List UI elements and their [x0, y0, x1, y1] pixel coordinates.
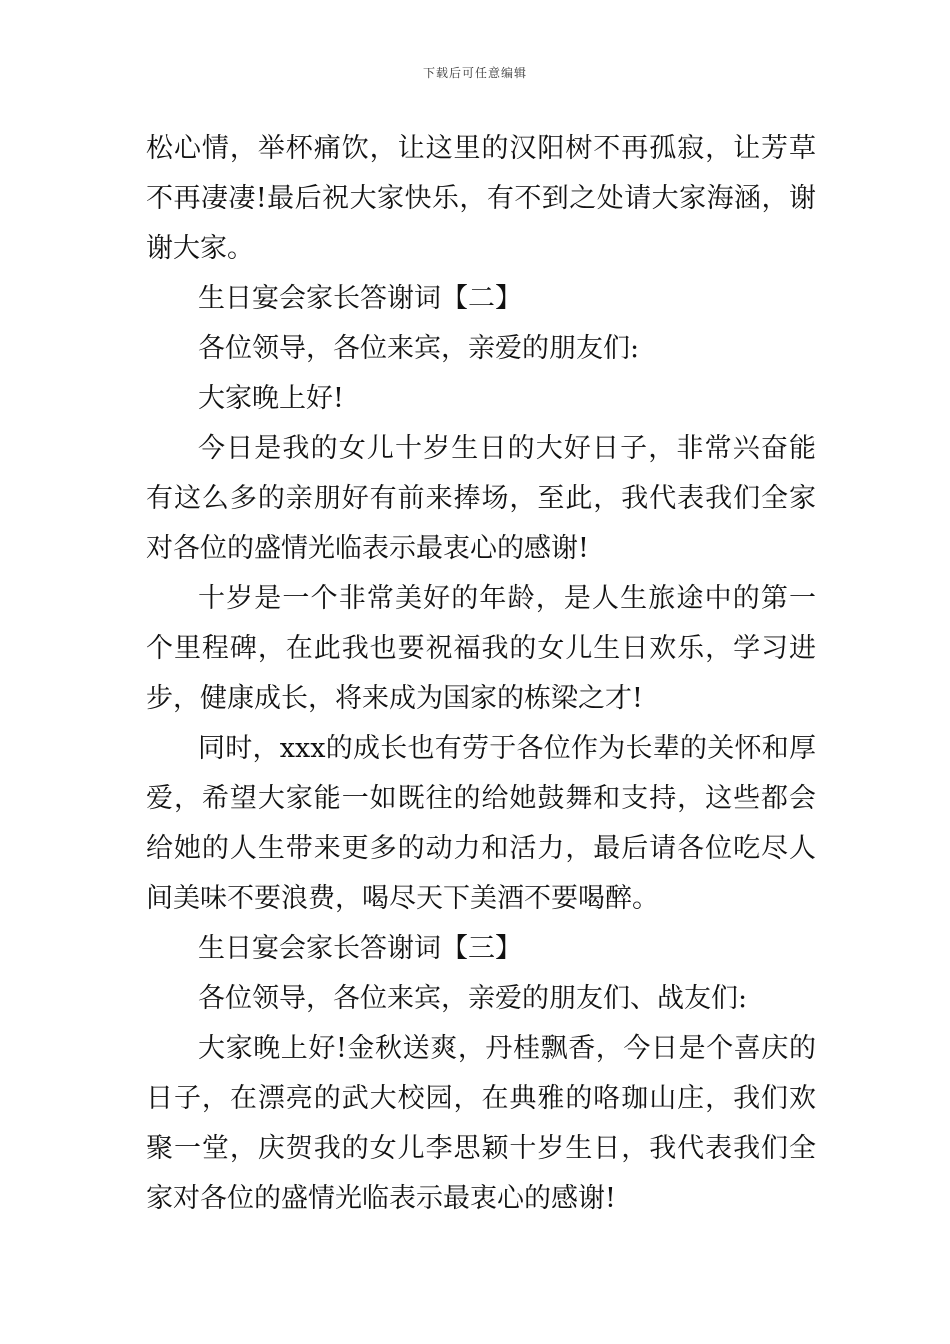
salutation: 各位领导，各位来宾，亲爱的朋友们、战友们: [198, 983, 748, 1014]
section-heading: 生日宴会家长答谢词【二】 [198, 283, 522, 314]
section-heading: 生日宴会家长答谢词【三】 [198, 933, 522, 964]
paragraph: 大家晚上好!金秋送爽，丹桂飘香，今日是个喜庆的日子，在漂亮的武大校园，在典雅的咯珈山庄，我们欢聚一堂，庆贺我的女儿李思颖十岁生日，我代表我们全家对各位的盛情光临表示最衷心的感谢! [146, 1033, 816, 1214]
paragraph: 今日是我的女儿十岁生日的大好日子，非常兴奋能有这么多的亲朋好有前来捧场，至此，我代表我们全家对各位的盛情光临表示最衷心的感谢! [146, 433, 816, 564]
document-body [146, 124, 816, 1224]
paragraph: 松心情，举杯痛饮，让这里的汉阳树不再孤寂，让芳草不再凄凄!最后祝大家快乐，有不到之处请大家海涵，谢谢大家。 [146, 133, 816, 264]
greeting: 大家晚上好! [198, 383, 344, 414]
salutation: 各位领导，各位来宾，亲爱的朋友们: [198, 333, 640, 364]
paragraph: 十岁是一个非常美好的年龄，是人生旅途中的第一个里程碑，在此我也要祝福我的女儿生日欢乐，学习进步，健康成长，将来成为国家的栋梁之才! [146, 583, 816, 714]
paragraph: 同时，xxx的成长也有劳于各位作为长辈的关怀和厚爱，希望大家能一如既往的给她鼓舞和支持，这些都会给她的人生带来更多的动力和活力，最后请各位吃尽人间美味不要浪费，喝尽天下美酒不要喝醉。 [146, 733, 816, 914]
page-header: 下载后可任意编辑 [422, 66, 527, 80]
